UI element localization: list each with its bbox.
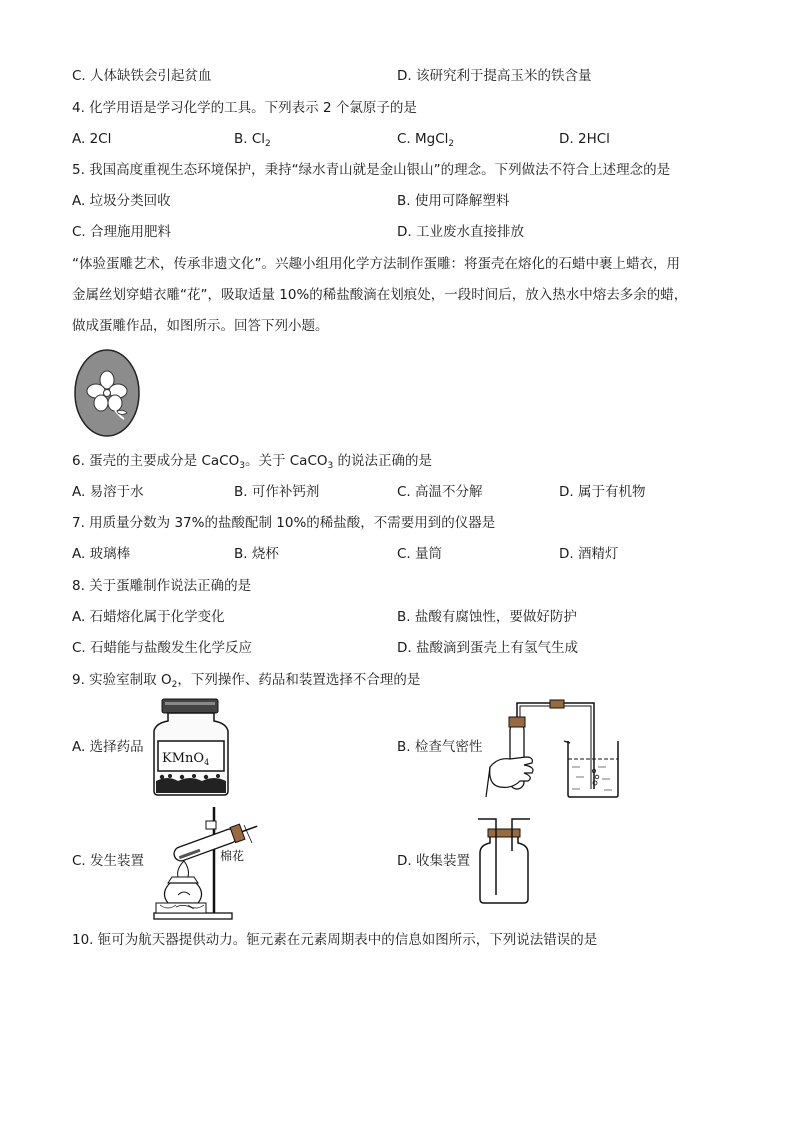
gas-generation-apparatus-figure [148,803,268,921]
q6-option-b: B. 可作补钙剂 [234,484,320,500]
q8-stem: 8. 关于蛋雕制作说法正确的是 [72,578,252,594]
q5-option-a: A. 垃圾分类回收 [72,193,171,209]
q4-option-b: B. $Cl_2$ [234,131,271,149]
q6-stem: 6. 蛋壳的主要成分是 CaCO$_3$。关于 CaCO$_3$ 的说法正确的是 [72,453,433,471]
q7-stem: 7. 用质量分数为 37%的盐酸配制 10%的稀盐酸，不需要用到的仪器是 [72,515,496,531]
q6-option-c: C. 高温不分解 [397,484,483,500]
q9-option-d: D. 收集装置 [397,853,470,869]
gas-collection-bottle-figure [474,815,534,905]
q8-option-a: A. 石蜡熔化属于化学变化 [72,609,225,625]
passage-line-1: “体验蛋雕艺术，传承非遗文化”。兴趣小组用化学方法制作蛋雕：将蛋壳在熔化的石蜡中裹上蜡衣，用 [72,256,680,272]
q4-stem: 4. 化学用语是学习化学的工具。下列表示 2 个氯原子的是 [72,100,417,116]
q7-option-b: B. 烧杯 [234,546,279,562]
q6-option-d: D. 属于有机物 [559,484,646,500]
q7-option-c: C. 量筒 [397,546,443,562]
q5-option-d: D. 工业废水直接排放 [397,224,524,240]
q9-option-b: B. 检查气密性 [397,739,483,755]
q8-option-c: C. 石蜡能与盐酸发生化学反应 [72,640,253,656]
q4-option-a: A. 2Cl [72,131,112,147]
q5-option-b: B. 使用可降解塑料 [397,193,510,209]
q7-option-a: A. 玻璃棒 [72,546,131,562]
svg-text:棉花: 棉花 [220,849,245,863]
q6-option-a: A. 易溶于水 [72,484,144,500]
passage-line-2: 金属丝划穿蜡衣雕“花”，吸取适量 10%的稀盐酸滴在划痕处，一段时间后，放入热水中熔去多余的蜡， [72,287,688,303]
q9-stem: 9. 实验室制取 $O_2$，下列操作、药品和装置选择不合理的是 [72,672,421,690]
q8-option-b: B. 盐酸有腐蚀性，要做好防护 [397,609,577,625]
q5-stem: 5. 我国高度重视生态环境保护，秉持“绿水青山就是金山银山”的理念。下列做法不符合上述理念的是 [72,162,671,178]
q7-option-d: D. 酒精灯 [559,546,619,562]
q4-option-c: C. MgCl$_2$ [397,131,455,149]
q9-option-c: C. 发生装置 [72,853,145,869]
passage-line-3: 做成蛋雕作品，如图所示。回答下列小题。 [72,318,329,334]
q3-option-d: D. 该研究利于提高玉米的铁含量 [397,68,592,84]
q8-option-d: D. 盐酸滴到蛋壳上有氢气生成 [397,640,578,656]
svg-text:KMnO4: KMnO$_4$ [162,751,210,767]
reagent-bottle-figure [148,697,234,797]
egg-carving-figure [72,347,142,439]
q5-option-c: C. 合理施用肥料 [72,224,172,240]
q3-option-c: C. 人体缺铁会引起贫血 [72,68,212,84]
airtightness-check-figure [484,697,624,801]
q10-stem: 10. 钷可为航天器提供动力。钷元素在元素周期表中的信息如图所示，下列说法错误的是 [72,932,598,948]
q9-option-a: A. 选择药品 [72,739,144,755]
q4-option-d: D. 2HCl [559,131,610,147]
